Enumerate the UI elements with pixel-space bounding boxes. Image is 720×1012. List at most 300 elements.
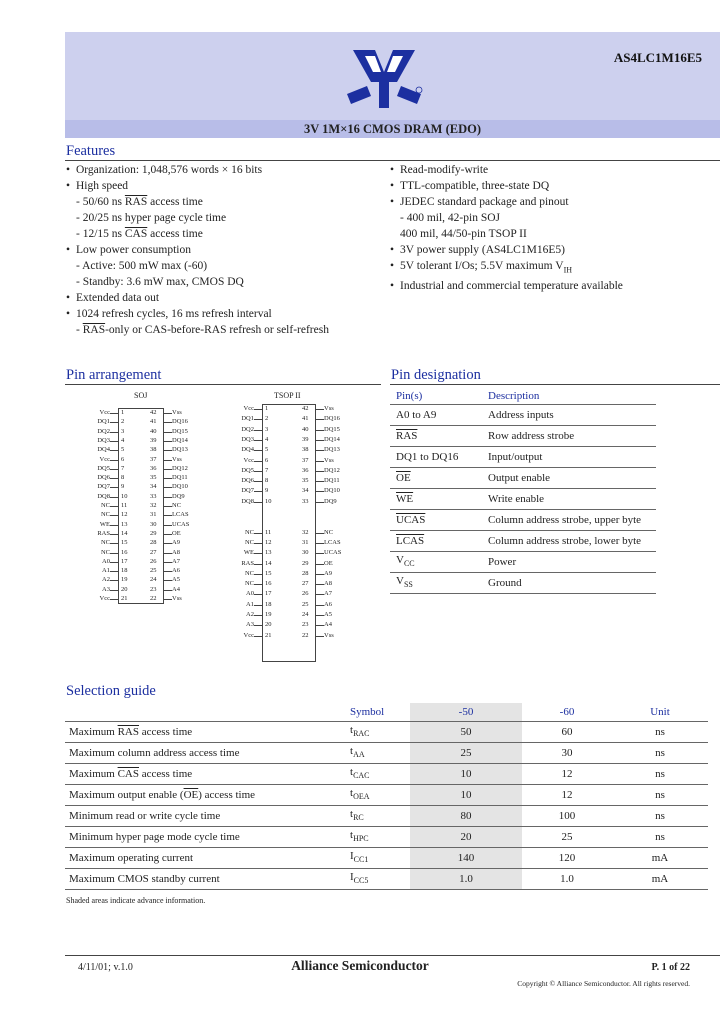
value-50: 140 bbox=[410, 847, 522, 868]
pin-description: Address inputs bbox=[482, 404, 656, 425]
pin-lead-right bbox=[316, 594, 324, 595]
pin-number-right: 38 bbox=[302, 446, 309, 454]
pin-name bbox=[390, 530, 482, 551]
pin-label-right: A6 bbox=[324, 600, 332, 608]
pin-lead-right bbox=[164, 478, 172, 479]
pin-label-left: NC bbox=[244, 538, 254, 546]
symbol-subscript: RC bbox=[353, 813, 364, 823]
symbol-base: t bbox=[350, 745, 354, 758]
pin-lead-left bbox=[110, 590, 118, 591]
pin-lead-right bbox=[316, 533, 324, 534]
pin-label-left: DQ7 bbox=[97, 483, 110, 491]
pin-lead-right bbox=[316, 553, 324, 554]
pin-lead-right bbox=[316, 471, 324, 472]
pin-label-left: DQ5 bbox=[241, 466, 254, 474]
symbol-subscript: CAC bbox=[353, 771, 370, 781]
feature-text: 50/60 ns bbox=[82, 196, 125, 208]
value-50: 25 bbox=[410, 742, 522, 763]
pin-number-left: 1 bbox=[121, 409, 125, 416]
pin-lead-left bbox=[254, 584, 262, 585]
soj-pinout bbox=[60, 410, 220, 606]
pin-label-right: A5 bbox=[172, 576, 180, 584]
pin-label-left: DQ1 bbox=[241, 415, 254, 423]
active-low-signal: $\overline{OE}$ bbox=[183, 788, 199, 801]
pin-number-right: 40 bbox=[302, 425, 309, 433]
pin-lead-left bbox=[254, 440, 262, 441]
pin-lead-left bbox=[110, 478, 118, 479]
tsop-label: TSOP II bbox=[274, 391, 301, 400]
feature-item bbox=[390, 194, 710, 210]
pin-label-right: NC bbox=[324, 528, 334, 536]
pin-number-left: 13 bbox=[121, 520, 128, 528]
pin-label-left: DQ1 bbox=[97, 418, 110, 426]
pin-symbol: V bbox=[396, 575, 404, 588]
pin-label-right: DQ14 bbox=[172, 436, 188, 444]
col-description: Description bbox=[482, 388, 656, 404]
pin-number-right: 29 bbox=[302, 559, 309, 567]
unit: ns bbox=[612, 784, 708, 805]
pin-number-right: 27 bbox=[302, 580, 309, 588]
pin-lead-left bbox=[110, 497, 118, 498]
pin-lead-right bbox=[164, 543, 172, 544]
selection-row bbox=[65, 721, 708, 742]
pin-number-left: 17 bbox=[121, 557, 128, 565]
pin-label-left: RAS bbox=[97, 529, 110, 537]
unit: ns bbox=[612, 721, 708, 742]
pin-label-left: A2 bbox=[246, 611, 254, 618]
pin-number-left: 21 bbox=[265, 631, 272, 639]
pin-number-right: 40 bbox=[150, 427, 157, 435]
pin-number-right: 39 bbox=[150, 436, 157, 444]
pin-number-right: 31 bbox=[150, 511, 157, 519]
pin-label-right: A4 bbox=[324, 621, 332, 629]
value-60: 60 bbox=[522, 721, 612, 742]
pin-lead-left bbox=[254, 409, 262, 410]
pin-lead-right bbox=[164, 534, 172, 535]
pin-number-left: 15 bbox=[121, 539, 128, 547]
pin-label-right: A6 bbox=[172, 567, 180, 575]
pin-label-right: DQ13 bbox=[324, 446, 340, 454]
feature-item bbox=[390, 178, 710, 194]
value-50: 20 bbox=[410, 826, 522, 847]
pin-label-right: A5 bbox=[324, 611, 332, 618]
pin-number-left: 21 bbox=[121, 595, 128, 602]
pin-number-left: 5 bbox=[265, 446, 269, 454]
pin-number-left: 9 bbox=[121, 483, 125, 491]
pin-description: Ground bbox=[482, 572, 656, 593]
selection-table-header bbox=[65, 703, 708, 721]
pin-lead-right bbox=[164, 497, 172, 498]
symbol-base: t bbox=[350, 724, 354, 737]
symbol-subscript: CC5 bbox=[353, 876, 369, 886]
pin-label-left: DQ2 bbox=[241, 425, 254, 433]
pin-label-left: DQ4 bbox=[241, 446, 254, 454]
pin-label-right: A4 bbox=[172, 585, 180, 593]
parameter bbox=[65, 763, 342, 784]
pin-number-left: 6 bbox=[265, 456, 269, 464]
symbol-base: t bbox=[350, 787, 354, 800]
pin-number-right: 35 bbox=[302, 477, 309, 485]
pin-number-right: 37 bbox=[302, 456, 309, 464]
pin-label-right: A8 bbox=[324, 580, 332, 588]
value-50: 80 bbox=[410, 805, 522, 826]
pin-designation-rule bbox=[390, 384, 720, 385]
pin-label-left: DQ6 bbox=[241, 477, 254, 485]
pin-label-left: Vcc bbox=[243, 456, 254, 464]
pin-lead-left bbox=[110, 580, 118, 581]
pin-lead-left bbox=[254, 471, 262, 472]
symbol-base: I bbox=[350, 850, 354, 863]
pin-label-right: A7 bbox=[324, 590, 332, 598]
symbol-subscript: OEA bbox=[353, 792, 370, 802]
pin-lead-left bbox=[110, 525, 118, 526]
pin-label-left: A3 bbox=[102, 585, 110, 593]
pin-number-left: 16 bbox=[265, 580, 272, 588]
features-rule bbox=[65, 160, 720, 161]
pin-row bbox=[390, 446, 656, 467]
pin-table-header bbox=[390, 388, 656, 404]
parameter-text: Maximum column address access time bbox=[69, 746, 240, 759]
pin-number-right: 34 bbox=[150, 483, 157, 491]
value-50: 1.0 bbox=[410, 868, 522, 889]
pin-label-left: A3 bbox=[246, 621, 254, 629]
selection-row bbox=[65, 805, 708, 826]
pin-row bbox=[390, 488, 656, 509]
pin-lead-right bbox=[316, 409, 324, 410]
pin-label-right: DQ10 bbox=[172, 483, 188, 491]
pin-label-left: DQ8 bbox=[241, 497, 254, 505]
pin-row bbox=[390, 551, 656, 572]
parameter-text: Maximum CMOS standby current bbox=[69, 872, 220, 885]
pin-label-right: DQ13 bbox=[172, 446, 188, 454]
feature-text: 1024 refresh cycles, 16 ms refresh interval bbox=[76, 308, 272, 320]
pin-number-right: 23 bbox=[302, 621, 309, 629]
value-50: 10 bbox=[410, 784, 522, 805]
pin-designation-heading: Pin designation bbox=[391, 367, 481, 383]
pin-lead-left bbox=[110, 441, 118, 442]
tsop-pinout bbox=[200, 406, 380, 664]
pin-designation-table bbox=[390, 388, 656, 594]
pin-lead-right bbox=[164, 562, 172, 563]
pin-number-left: 10 bbox=[265, 497, 272, 505]
pin-arrangement-heading: Pin arrangement bbox=[66, 367, 162, 383]
pin-label-right: Vss bbox=[172, 455, 182, 463]
feature-item bbox=[66, 226, 386, 242]
parameter bbox=[65, 784, 342, 805]
pin-label-left: Vcc bbox=[99, 595, 110, 602]
col-pins: Pin(s) bbox=[390, 388, 482, 404]
col-symbol: Symbol bbox=[342, 703, 410, 721]
footer-copyright: Copyright © Alliance Semiconductor. All rights reserved. bbox=[517, 979, 690, 988]
pin-lead-right bbox=[164, 590, 172, 591]
symbol bbox=[342, 847, 410, 868]
pin-lead-right bbox=[316, 481, 324, 482]
feature-text: Extended data out bbox=[76, 292, 160, 304]
pin-lead-right bbox=[164, 469, 172, 470]
pin-lead-left bbox=[254, 450, 262, 451]
col-speed-60: -60 bbox=[522, 703, 612, 721]
pin-symbol: $\overline{WE}$ bbox=[396, 492, 414, 505]
pin-number-left: 18 bbox=[121, 567, 128, 575]
pin-lead-right bbox=[164, 599, 172, 600]
pin-number-left: 15 bbox=[265, 569, 272, 577]
col-speed-50: -50 bbox=[410, 703, 522, 721]
pin-lead-right bbox=[164, 571, 172, 572]
pin-number-left: 1 bbox=[265, 405, 269, 412]
pin-lead-right bbox=[164, 460, 172, 461]
pin-number-left: 12 bbox=[265, 538, 272, 546]
pin-name bbox=[390, 488, 482, 509]
pin-label-left: NC bbox=[100, 502, 110, 509]
parameter bbox=[65, 805, 342, 826]
pin-number-right: 33 bbox=[150, 492, 157, 500]
parameter-text: Minimum hyper page mode cycle time bbox=[69, 830, 240, 843]
pin-number-left: 3 bbox=[121, 427, 125, 435]
pin-label-right: DQ16 bbox=[324, 415, 340, 423]
symbol-base: t bbox=[350, 766, 354, 779]
pin-lead-left bbox=[110, 571, 118, 572]
pin-number-right: 36 bbox=[302, 466, 309, 474]
feature-text: 400 mil, 42-pin SOJ bbox=[406, 212, 501, 224]
feature-item bbox=[390, 242, 710, 258]
pin-subscript: SS bbox=[403, 580, 413, 590]
pin-label-right: A9 bbox=[324, 569, 332, 577]
pin-label-right: DQ14 bbox=[324, 435, 340, 443]
pin-lead-left bbox=[254, 636, 262, 637]
pin-label-right: Vss bbox=[324, 405, 334, 412]
pin-label-left: DQ3 bbox=[97, 436, 110, 444]
alliance-logo-icon bbox=[345, 42, 423, 112]
document-title: 3V 1M×16 CMOS DRAM (EDO) bbox=[65, 120, 720, 138]
feature-text: 12/15 ns bbox=[82, 228, 125, 240]
pin-label-right: LCAS bbox=[172, 511, 189, 519]
pin-number-left: 16 bbox=[121, 548, 128, 556]
pin-label-left: A0 bbox=[246, 590, 254, 598]
pin-name bbox=[390, 572, 482, 593]
pin-label-left: Vcc bbox=[243, 631, 254, 639]
pin-lead-right bbox=[316, 491, 324, 492]
value-60: 120 bbox=[522, 847, 612, 868]
pin-label-left: DQ7 bbox=[241, 487, 254, 495]
pin-label-left: Vcc bbox=[99, 455, 110, 463]
pin-number-right: 42 bbox=[150, 409, 157, 416]
feature-text: 20/25 ns hyper page cycle time bbox=[82, 212, 227, 224]
pin-number-right: 37 bbox=[150, 455, 157, 463]
header-band bbox=[65, 32, 720, 120]
pin-number-left: 4 bbox=[265, 435, 269, 443]
pin-lead-left bbox=[110, 450, 118, 451]
pin-number-right: 25 bbox=[302, 600, 309, 608]
pin-label-right: UCAS bbox=[324, 549, 342, 557]
feature-text: Industrial and commercial temperature available bbox=[400, 280, 623, 293]
pin-label-left: DQ6 bbox=[97, 474, 110, 482]
pin-number-left: 20 bbox=[265, 621, 272, 629]
pin-label-left: NC bbox=[100, 548, 110, 556]
pin-label-left: WE bbox=[243, 549, 254, 557]
pin-description: Row address strobe bbox=[482, 425, 656, 446]
pin-number-left: 17 bbox=[265, 590, 272, 598]
active-low-signal: $\overline{RAS}$ bbox=[124, 196, 148, 208]
pin-label-left: NC bbox=[100, 539, 110, 547]
feature-text: Organization: 1,048,576 words × 16 bits bbox=[76, 164, 263, 176]
pin-number-right: 32 bbox=[150, 502, 157, 509]
pin-label-left: WE bbox=[99, 520, 110, 528]
pin-number-right: 36 bbox=[150, 464, 157, 472]
pin-lead-right bbox=[164, 441, 172, 442]
pin-label-left: A1 bbox=[102, 567, 110, 575]
symbol-base: t bbox=[350, 829, 354, 842]
pin-lead-left bbox=[254, 430, 262, 431]
pin-lead-right bbox=[316, 430, 324, 431]
pin-lead-left bbox=[254, 574, 262, 575]
feature-text: Active: 500 mW max (-60) bbox=[82, 260, 208, 272]
pin-name bbox=[390, 425, 482, 446]
footer-company: Alliance Semiconductor bbox=[291, 958, 429, 973]
value-50: 50 bbox=[410, 721, 522, 742]
feature-item bbox=[66, 210, 386, 226]
pin-number-left: 6 bbox=[121, 455, 125, 463]
pin-lead-left bbox=[110, 487, 118, 488]
pin-label-left: RAS bbox=[241, 559, 254, 567]
parameter bbox=[65, 742, 342, 763]
pin-lead-left bbox=[254, 481, 262, 482]
pin-lead-right bbox=[164, 580, 172, 581]
feature-item bbox=[66, 274, 386, 290]
pin-lead-left bbox=[254, 419, 262, 420]
pin-lead-right bbox=[164, 432, 172, 433]
symbol bbox=[342, 826, 410, 847]
parameter-text: access time bbox=[139, 725, 193, 738]
pin-number-right: 23 bbox=[150, 585, 157, 593]
pin-label-left: DQ3 bbox=[241, 435, 254, 443]
pin-lead-left bbox=[254, 564, 262, 565]
pin-symbol: LCAS bbox=[396, 534, 425, 547]
pin-name bbox=[390, 551, 482, 572]
pin-symbol: DQ1 to DQ16 bbox=[396, 450, 459, 463]
pin-label-right: DQ16 bbox=[172, 418, 188, 426]
selection-guide-table bbox=[65, 703, 708, 890]
pin-label-left: NC bbox=[244, 580, 254, 588]
value-50: 10 bbox=[410, 763, 522, 784]
feature-text: 400 mil, 44/50-pin TSOP II bbox=[400, 228, 527, 240]
pin-label-left: DQ4 bbox=[97, 446, 110, 454]
selection-row bbox=[65, 763, 708, 784]
pin-number-left: 2 bbox=[265, 415, 269, 423]
symbol-subscript: RAC bbox=[353, 729, 370, 739]
pin-symbol: UCAS bbox=[396, 513, 426, 526]
pin-lead-right bbox=[316, 574, 324, 575]
selection-row bbox=[65, 784, 708, 805]
pin-label-right: DQ12 bbox=[172, 464, 188, 472]
pin-label-right: UCAS bbox=[172, 520, 190, 528]
pin-subscript: CC bbox=[403, 559, 415, 569]
pin-number-left: 5 bbox=[121, 446, 125, 454]
pin-description: Column address strobe, upper byte bbox=[482, 509, 656, 530]
pin-number-left: 7 bbox=[121, 464, 125, 472]
parameter bbox=[65, 826, 342, 847]
feature-item bbox=[390, 258, 710, 278]
pin-label-right: A7 bbox=[172, 557, 180, 565]
pin-number-right: 42 bbox=[302, 405, 309, 412]
feature-text: 3V power supply (AS4LC1M16E5) bbox=[400, 244, 565, 256]
pin-number-right: 25 bbox=[150, 567, 157, 575]
col-parameter bbox=[65, 703, 342, 721]
pin-description: Output enable bbox=[482, 467, 656, 488]
pin-lead-left bbox=[110, 413, 118, 414]
selection-row bbox=[65, 826, 708, 847]
pin-lead-left bbox=[254, 533, 262, 534]
pin-lead-right bbox=[316, 543, 324, 544]
pin-number-right: 24 bbox=[150, 576, 157, 584]
pin-number-left: 7 bbox=[265, 466, 269, 474]
pin-number-left: 8 bbox=[121, 474, 125, 482]
feature-item bbox=[66, 258, 386, 274]
pin-number-right: 24 bbox=[302, 611, 309, 618]
symbol bbox=[342, 763, 410, 784]
pin-number-left: 11 bbox=[265, 528, 272, 536]
parameter-text: Minimum read or write cycle time bbox=[69, 809, 221, 822]
pin-number-right: 38 bbox=[150, 446, 157, 454]
pin-lead-left bbox=[254, 625, 262, 626]
unit: ns bbox=[612, 763, 708, 784]
pin-label-right: OE bbox=[324, 559, 333, 567]
pin-label-left: DQ5 bbox=[97, 464, 110, 472]
pin-lead-right bbox=[316, 615, 324, 616]
selection-row bbox=[65, 742, 708, 763]
pin-lead-right bbox=[164, 506, 172, 507]
pin-lead-left bbox=[254, 491, 262, 492]
feature-item bbox=[390, 226, 710, 242]
footer-date: 4/11/01; v.1.0 bbox=[78, 962, 133, 973]
pin-lead-right bbox=[164, 487, 172, 488]
active-low-signal: $\overline{RAS}$ bbox=[117, 725, 139, 738]
feature-item bbox=[390, 162, 710, 178]
pin-label-right: LCAS bbox=[324, 538, 341, 546]
pin-row bbox=[390, 467, 656, 488]
pin-lead-right bbox=[164, 525, 172, 526]
features-list-right bbox=[390, 162, 710, 294]
feature-item bbox=[390, 210, 710, 226]
feature-text: 5V tolerant I/Os; 5.5V maximum V bbox=[400, 260, 564, 272]
unit: mA bbox=[612, 868, 708, 889]
pin-name bbox=[390, 446, 482, 467]
parameter-text: Maximum output enable ( bbox=[69, 788, 184, 801]
symbol-base: I bbox=[350, 871, 354, 884]
feature-item bbox=[66, 178, 386, 194]
pin-number-right: 30 bbox=[150, 520, 157, 528]
pin-number-left: 19 bbox=[121, 576, 128, 584]
pin-label-right: Vss bbox=[172, 409, 182, 416]
pin-number-left: 11 bbox=[121, 502, 128, 509]
pin-lead-left bbox=[110, 599, 118, 600]
symbol bbox=[342, 805, 410, 826]
pin-number-right: 34 bbox=[302, 487, 309, 495]
pin-lead-right bbox=[164, 553, 172, 554]
feature-item bbox=[66, 194, 386, 210]
pin-lead-left bbox=[110, 460, 118, 461]
pin-label-left: NC bbox=[100, 511, 110, 519]
pin-number-right: 41 bbox=[150, 418, 157, 426]
parameter bbox=[65, 847, 342, 868]
pin-lead-left bbox=[110, 553, 118, 554]
pin-description: Write enable bbox=[482, 488, 656, 509]
pin-label-right: NC bbox=[172, 502, 182, 509]
pin-label-right: Vss bbox=[172, 595, 182, 602]
unit: mA bbox=[612, 847, 708, 868]
parameter-text: ) access time bbox=[198, 788, 256, 801]
pin-label-right: DQ10 bbox=[324, 487, 340, 495]
pin-number-right: 22 bbox=[302, 631, 309, 639]
